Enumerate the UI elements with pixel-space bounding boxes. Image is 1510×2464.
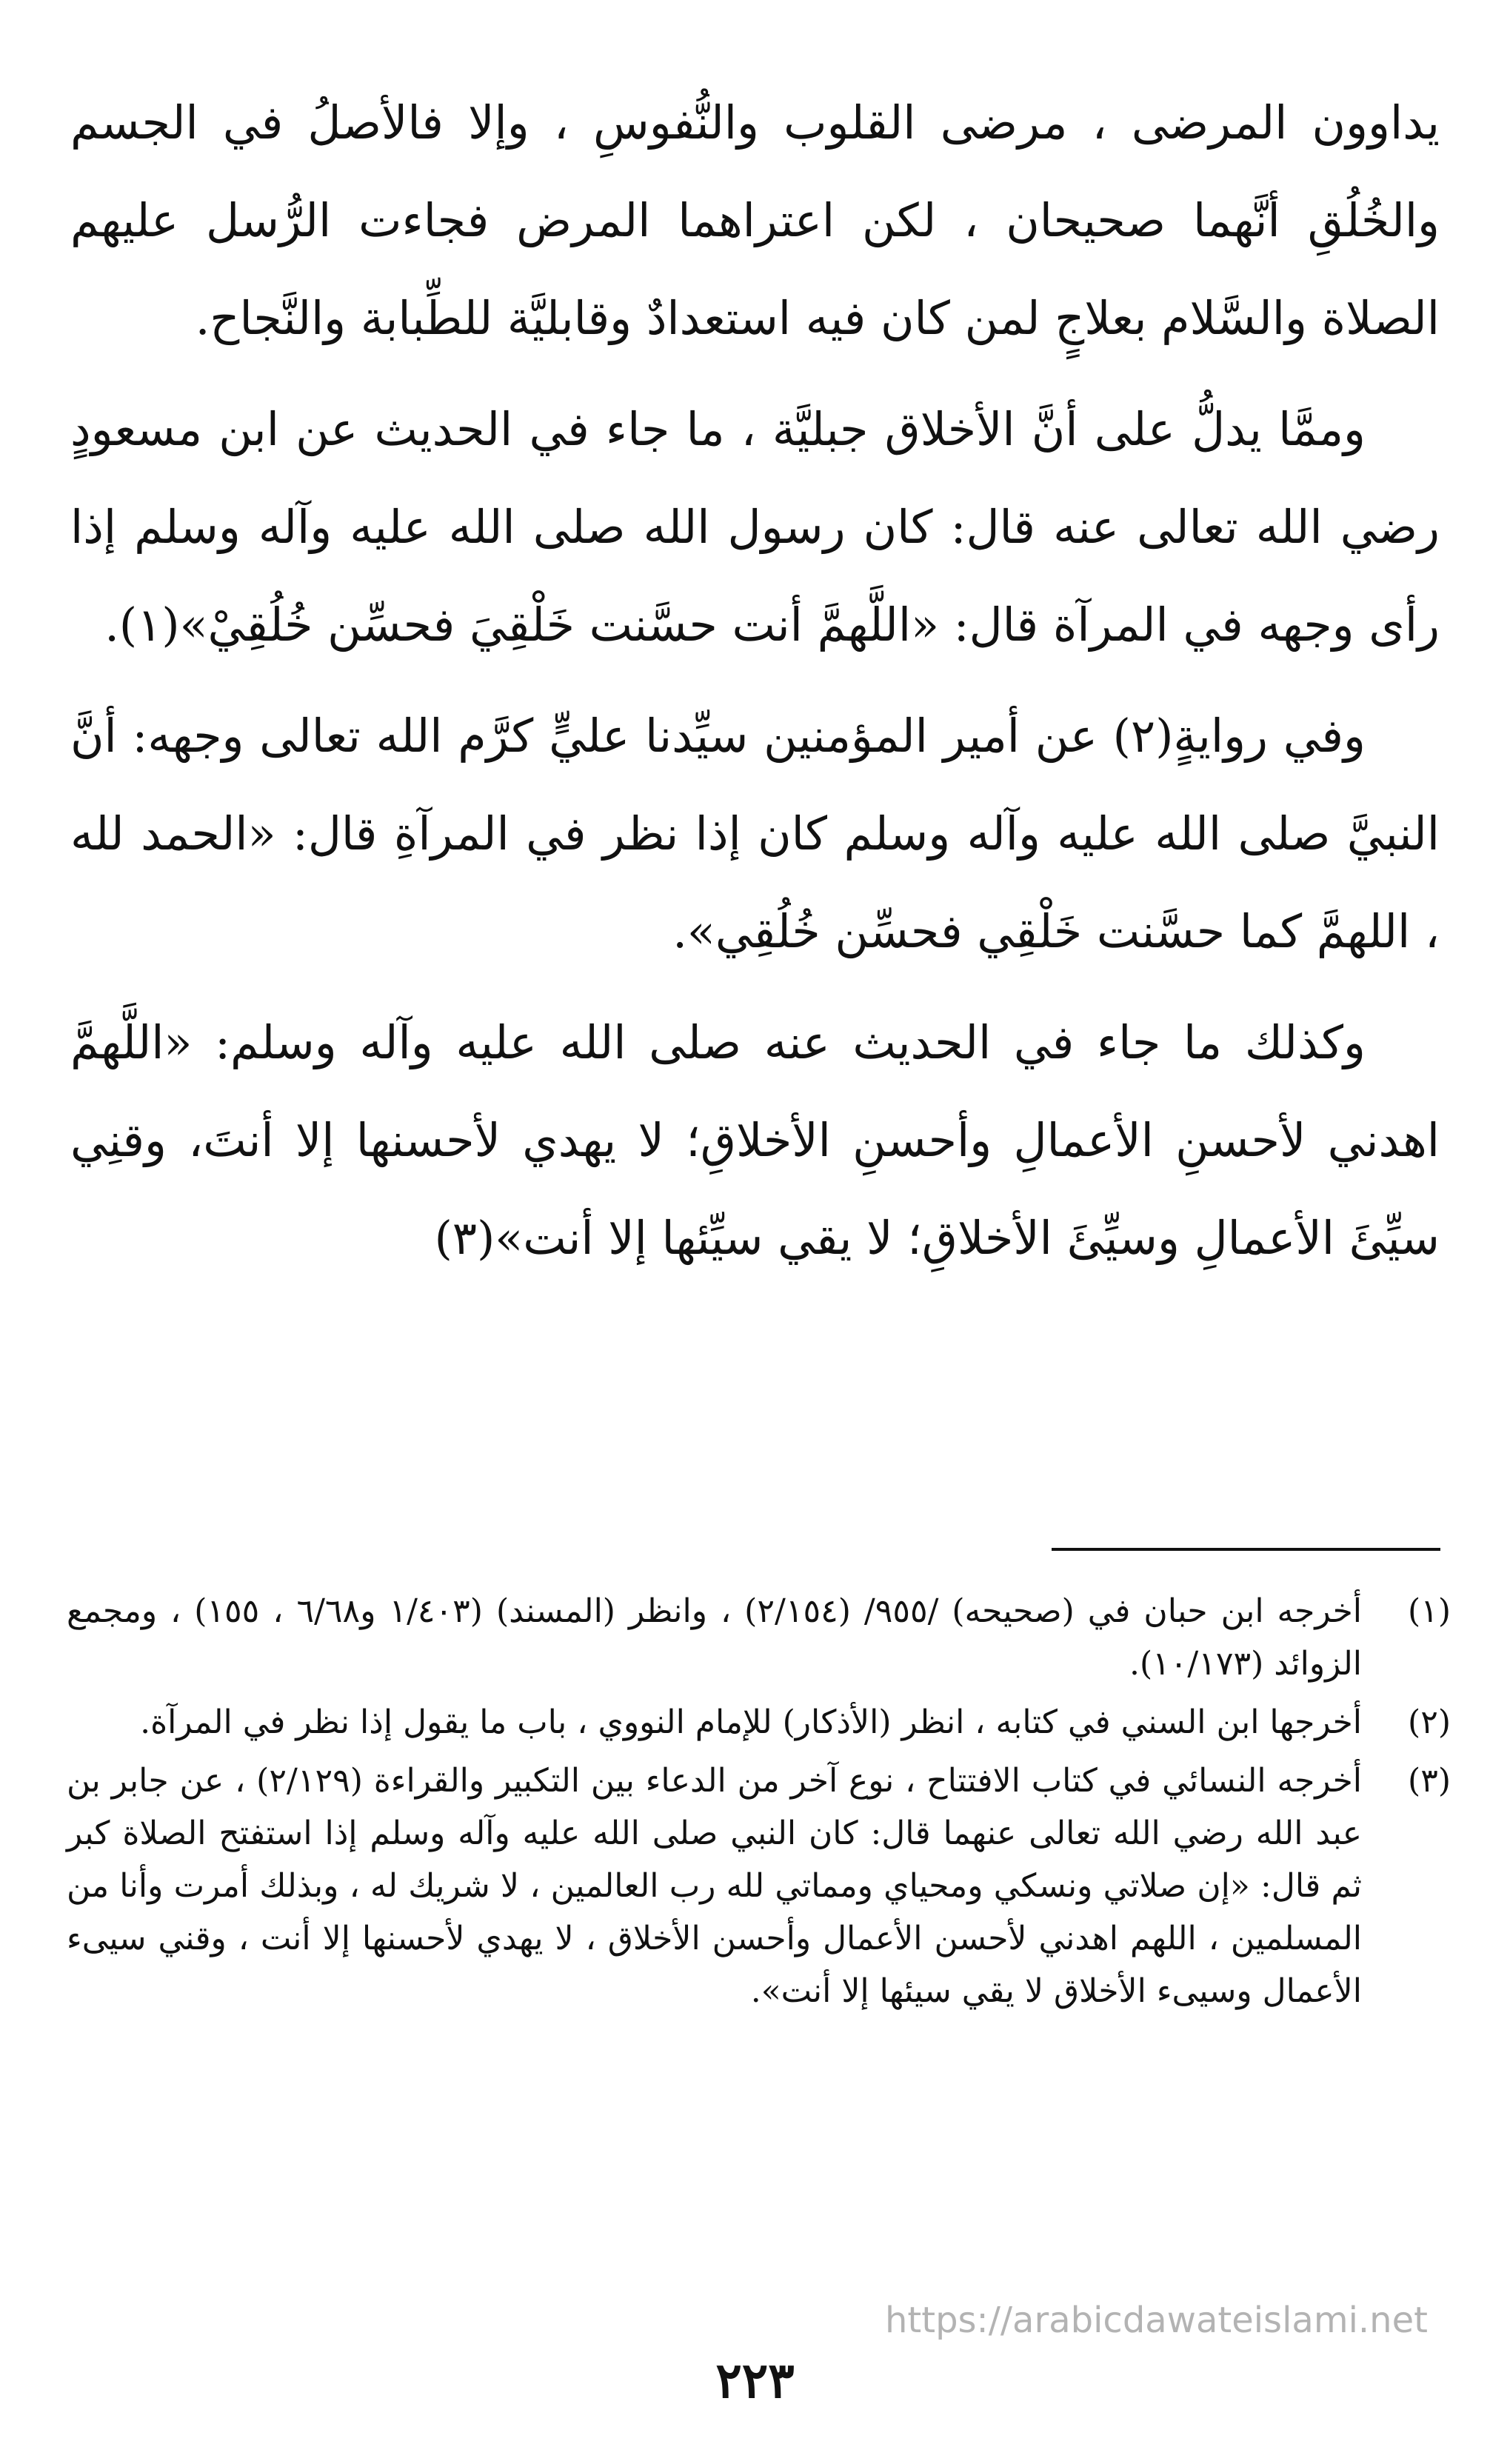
- footnote-number: (٣): [1408, 1762, 1451, 1800]
- watermark: https://arabicdawateislami.net: [885, 2300, 1428, 2341]
- body-paragraph-2: وممَّا يدلُّ على أنَّ الأخلاق جبليَّة ، ما جاء في الحديث عن ابن مسعودٍ رضي الله تعالى عنه قال: كان رسول الله صلى الله عليه وآله وسلم إذا رأى وجهه في المرآة قال: «اللَّهمَّ أنت حسَّنت خَلْقِيَ فحسِّن خُلُقِيْ»(١).: [70, 402, 1440, 652]
- footnote-text: أخرجه ابن حبان في (صحيحه) /٩٥٥/ (٢/١٥٤) ، وانظر (المسند) (١/٤٠٣ و٦/٦٨ ، ١٥٥) ، ومجمع الزوائد (١٠/١٧٣).: [67, 1592, 1363, 1683]
- footnote-text: أخرجه النسائي في كتاب الافتتاح ، نوع آخر من الدعاء بين التكبير والقراءة (٢/١٢٩) ، عن جابر بن عبد الله رضي الله تعالى عنهما قال: كان النبي صلى الله عليه وآله وسلم إذا استفتح الصلاة كبر ثم قال: «إن صلاتي ونسكي ومحياي ومماتي لله رب العالمين ، لا شريك له ، وبذلك أمرت وأنا من المسلمين ، اللهم اهدني لأحسن الأعمال وأحسن الأخلاق ، لا يهدي لأحسنها إلا أنت ، وقني سيىء الأعمال وسيىء الأخلاق لا يقي سيئها إلا أنت».: [67, 1762, 1362, 2010]
- footnote-2: [67, 1696, 1451, 1749]
- footnote-number: (٢): [1408, 1703, 1451, 1741]
- footnote-number: (١): [1408, 1592, 1451, 1630]
- page-number: ٢٢٣: [715, 2351, 795, 2409]
- footnote-text: أخرجها ابن السني في كتابه ، انظر (الأذكار) للإمام النووي ، باب ما يقول إذا نظر في المرآة.: [140, 1703, 1362, 1741]
- footnote-divider: [1052, 1548, 1440, 1551]
- body-paragraph-4: وكذلك ما جاء في الحديث عنه صلى الله عليه وآله وسلم: «اللَّهمَّ اهدني لأحسنِ الأعمالِ وأحسنِ الأخلاقِ؛ لا يهدي لأحسنها إلا أنتَ، وقنِي سيِّئَ الأعمالِ وسيِّئَ الأخلاقِ؛ لا يقي سيِّئها إلا أنت»(٣): [70, 1015, 1440, 1265]
- footnote-3: [67, 1754, 1451, 2017]
- footnotes: [67, 1585, 1451, 2023]
- footnote-1: [67, 1585, 1451, 1690]
- body-paragraph-3: وفي روايةٍ(٢) عن أمير المؤمنين سيِّدنا عليٍّ كرَّم الله تعالى وجهه: أنَّ النبيَّ صلى الله عليه وآله وسلم كان إذا نظر في المرآةِ قال: «الحمد لله ، اللهمَّ كما حسَّنت خَلْقِي فحسِّن خُلُقِي».: [70, 709, 1440, 958]
- body-paragraph-1: يداوون المرضى ، مرضى القلوب والنُّفوسِ ، وإلا فالأصلُ في الجسم والخُلُقِ أنَّهما صحيحان ، لكن اعتراهما المرض فجاءت الرُّسل عليهم الصلاة والسَّلام بعلاجٍ لمن كان فيه استعدادٌ وقابليَّة للطِّبابة والنَّجاح.: [70, 96, 1440, 345]
- main-text: [70, 74, 1440, 1301]
